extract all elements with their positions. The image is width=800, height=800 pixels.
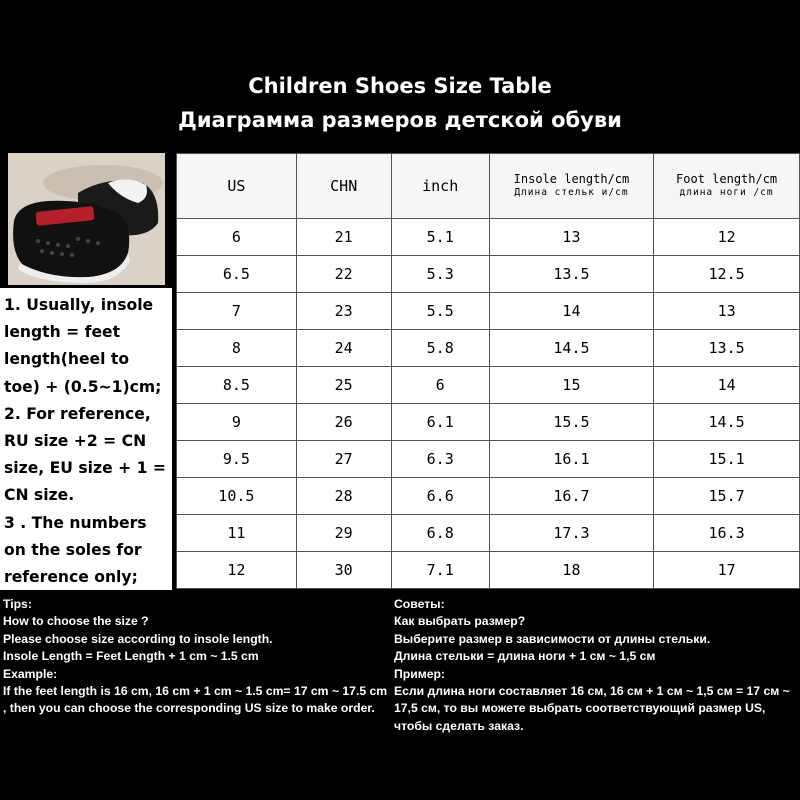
cell-us: 9.5 [177,441,297,478]
table-row [177,404,800,441]
cell-insole: 18 [489,552,653,589]
cell-chn: 26 [296,404,391,441]
table-row [177,219,800,256]
cell-inch: 5.1 [391,219,489,256]
cell-inch: 6.6 [391,478,489,515]
cell-inch: 6.3 [391,441,489,478]
cell-chn: 22 [296,256,391,293]
cell-foot: 12.5 [654,256,800,293]
note-line: 2. For reference, [4,404,151,423]
cell-chn: 27 [296,441,391,478]
title-english: Children Shoes Size Table [248,74,552,98]
notes-list [4,292,170,591]
title-russian: Диаграмма размеров детской обуви [178,108,622,132]
tips-question: Как выбрать размер? [394,614,526,629]
cell-us: 10.5 [177,478,297,515]
table-row [177,330,800,367]
table-row [177,441,800,478]
cell-us: 6 [177,219,297,256]
cell-chn: 23 [296,293,391,330]
cell-chn: 29 [296,515,391,552]
table-row [177,515,800,552]
table-row [177,478,800,515]
size-table [176,153,800,589]
tips-russian [394,596,798,735]
table-row [177,256,800,293]
tips-formula: Длина стельки = длина ноги + 1 см ~ 1,5 см [394,649,656,664]
cell-insole: 15 [489,367,653,404]
cell-inch: 6.8 [391,515,489,552]
note-line: CN size. [4,486,75,505]
tips-example: Если длина ноги составляет 16 см, 16 см + 1 см ~ 1,5 см = 17 см ~ 17,5 см, то вы можете выбрать соответствующий размер US, чтобы сделать заказ. [394,684,790,733]
cell-us: 9 [177,404,297,441]
cell-chn: 28 [296,478,391,515]
note-line: length(heel to [4,350,130,369]
header-insole-en: Insole length/cm [513,172,630,186]
note-line: 3 . The numbers [4,513,147,532]
note-line: size, EU size + 1 = [4,459,166,478]
tips-advice: Выберите размер в зависимости от длины стельки. [394,631,711,646]
note-line: on the soles for [4,540,142,559]
table-row [177,552,800,589]
cell-insole: 14.5 [489,330,653,367]
note-line: reference only; [4,568,138,587]
table-header-row [177,154,800,219]
cell-us: 7 [177,293,297,330]
cell-us: 11 [177,515,297,552]
header-foot-en: Foot length/cm [676,172,778,186]
header-insole [489,154,653,219]
table-row [177,367,800,404]
tips-example: If the feet length is 16 cm, 16 cm + 1 cm ~ 1.5 cm= 17 cm ~ 17.5 cm , then you can choose the corresponding US size to make order. [3,684,388,716]
cell-us: 8 [177,330,297,367]
cell-foot: 13.5 [654,330,800,367]
cell-foot: 15.1 [654,441,800,478]
shoe-illustration [8,153,165,285]
cell-foot: 14 [654,367,800,404]
cell-us: 6.5 [177,256,297,293]
tips-advice: Please choose size according to insole length. [3,631,273,646]
note-line: length = feet [4,323,121,342]
header-inch: inch [391,154,489,219]
cell-inch: 6.1 [391,404,489,441]
cell-insole: 15.5 [489,404,653,441]
tips-example-label: Пример: [394,666,445,681]
cell-insole: 17.3 [489,515,653,552]
cell-inch: 5.3 [391,256,489,293]
header-chn: CHN [296,154,391,219]
header-foot [654,154,800,219]
table-row [177,293,800,330]
tips-english [3,596,388,718]
cell-insole: 13 [489,219,653,256]
cell-foot: 15.7 [654,478,800,515]
tips-example-label: Example: [3,666,58,681]
cell-foot: 13 [654,293,800,330]
header-insole-ru: Длина стельк и/cm [514,187,629,198]
cell-inch: 7.1 [391,552,489,589]
cell-foot: 17 [654,552,800,589]
cell-us: 12 [177,552,297,589]
cell-insole: 16.7 [489,478,653,515]
cell-chn: 25 [296,367,391,404]
tips-question: How to choose the size ? [3,614,149,629]
cell-insole: 13.5 [489,256,653,293]
note-line: 1. Usually, insole [4,296,154,314]
tips-heading: Советы: [394,597,445,611]
cell-inch: 5.5 [391,293,489,330]
cell-chn: 21 [296,219,391,256]
cell-chn: 24 [296,330,391,367]
note-line: toe) + (0.5~1)cm; [4,377,162,396]
cell-inch: 5.8 [391,330,489,367]
cell-insole: 14 [489,293,653,330]
cell-inch: 6 [391,367,489,404]
cell-foot: 14.5 [654,404,800,441]
cell-us: 8.5 [177,367,297,404]
note-line: RU size +2 = CN [4,432,147,451]
notes-panel [0,288,172,590]
cell-insole: 16.1 [489,441,653,478]
cell-chn: 30 [296,552,391,589]
cell-foot: 12 [654,219,800,256]
shoe-photo [8,153,165,285]
header-us: US [177,154,297,219]
title-area [0,0,800,152]
header-foot-ru: длина ноги /cm [679,187,774,198]
table-body [177,219,800,589]
cell-foot: 16.3 [654,515,800,552]
tips-heading: Tips: [3,597,32,611]
tips-formula: Insole Length = Feet Length + 1 cm ~ 1.5 cm [3,649,259,664]
